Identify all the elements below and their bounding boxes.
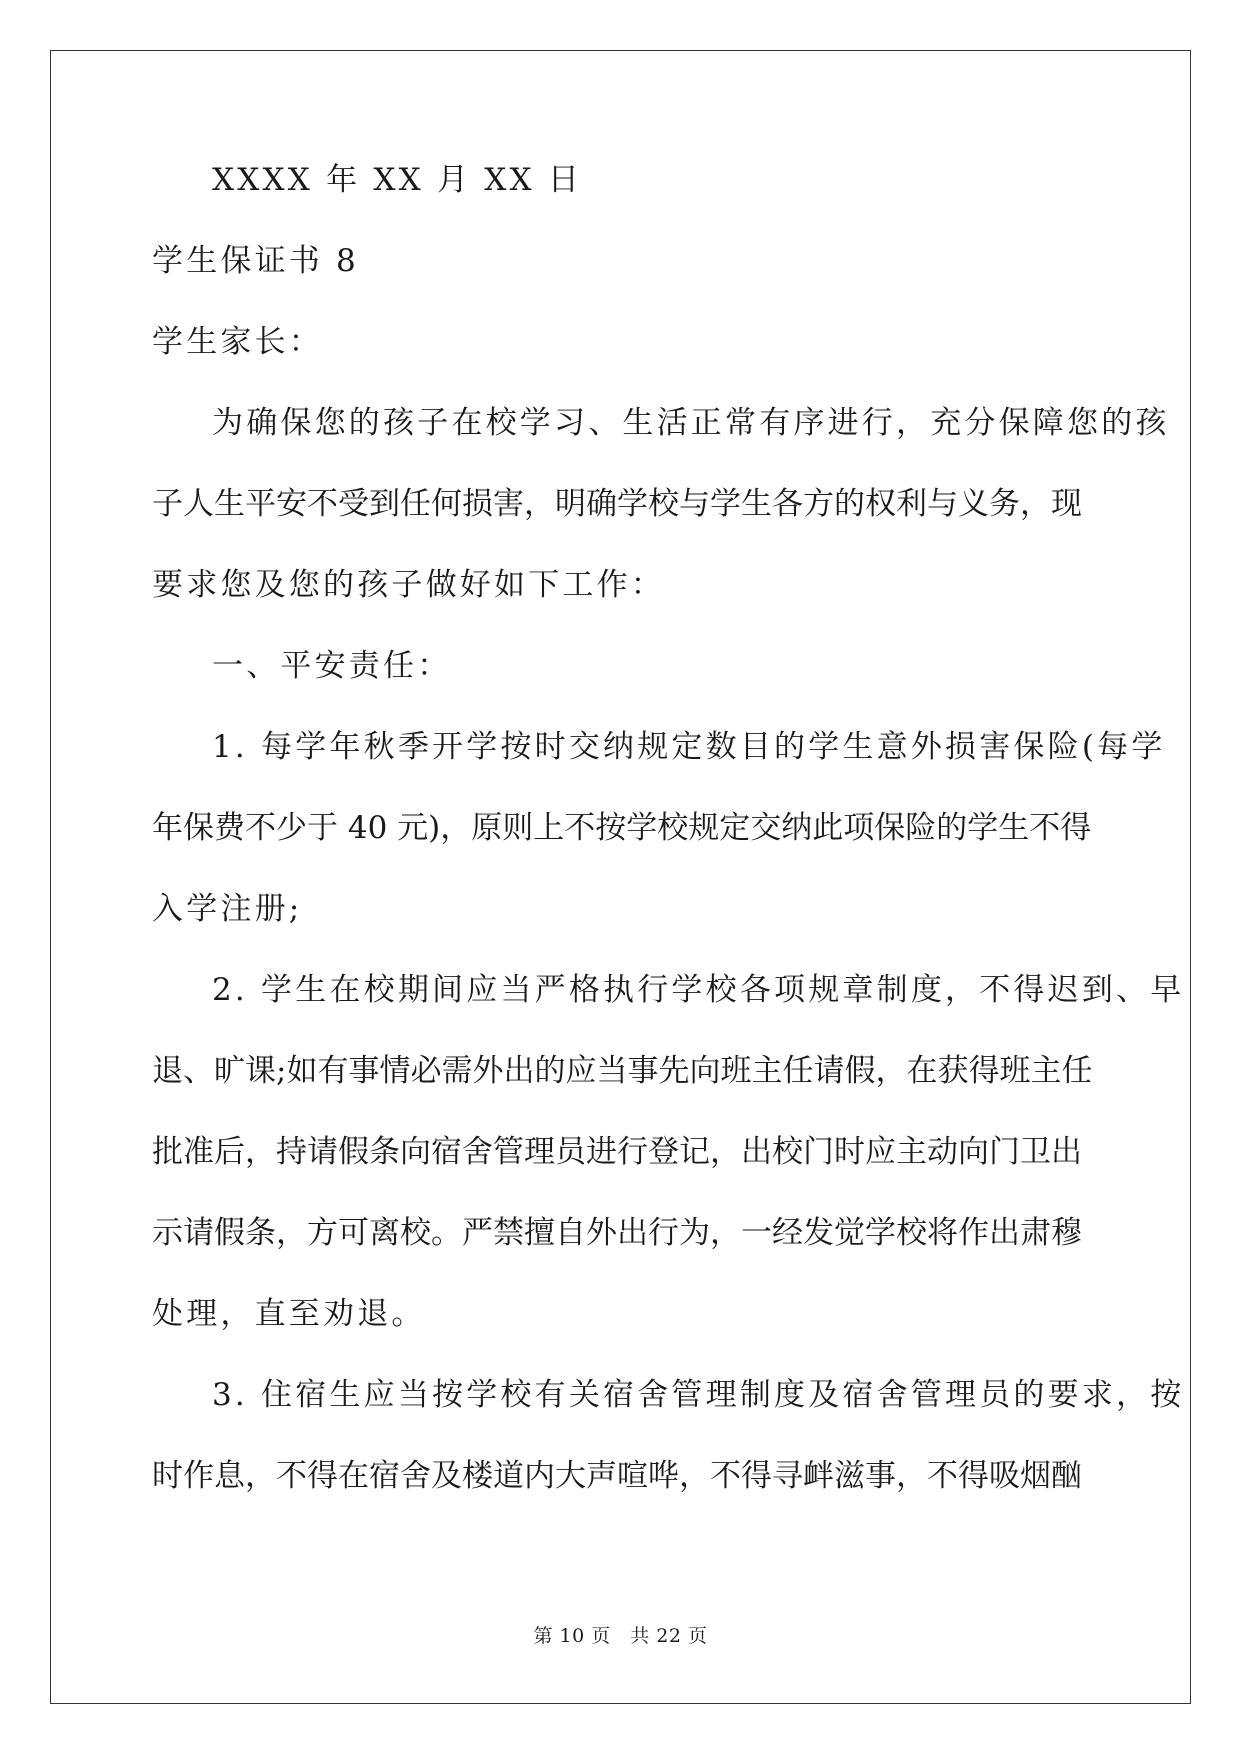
text-line: 示请假条，方可离校。严禁擅自外出行为，一经发觉学校将作出肃穆 bbox=[152, 1215, 1082, 1251]
text-line: 入学注册; bbox=[152, 891, 303, 927]
text-line: 时作息，不得在宿舍及楼道内大声喧哗，不得寻衅滋事，不得吸烟酗 bbox=[152, 1458, 1082, 1494]
text-line: 为确保您的孩子在校学习、生活正常有序进行，充分保障您的孩 bbox=[212, 405, 1170, 441]
heading-safety: 一、平安责任： bbox=[212, 648, 452, 684]
section-title: 学生保证书 8 bbox=[152, 243, 359, 279]
text-line: 批准后，持请假条向宿舍管理员进行登记，出校门时应主动向门卫出 bbox=[152, 1134, 1082, 1170]
date-line: XXXX 年 XX 月 XX 日 bbox=[212, 162, 583, 198]
text-line: 2. 学生在校期间应当严格执行学校各项规章制度，不得迟到、早 bbox=[212, 972, 1185, 1008]
text-line: 3. 住宿生应当按学校有关宿舍管理制度及宿舍管理员的要求，按 bbox=[212, 1377, 1185, 1413]
text-line: 退、旷课;如有事情必需外出的应当事先向班主任请假，在获得班主任 bbox=[152, 1053, 1093, 1089]
text-line: 处理，直至劝退。 bbox=[152, 1296, 426, 1332]
salutation: 学生家长： bbox=[152, 324, 323, 360]
text-line: 要求您及您的孩子做好如下工作： bbox=[152, 567, 665, 603]
text-line: 子人生平安不受到任何损害，明确学校与学生各方的权利与义务，现 bbox=[152, 486, 1082, 522]
text-line: 1. 每学年秋季开学按时交纳规定数目的学生意外损害保险(每学 bbox=[212, 729, 1166, 765]
text-line: 年保费不少于 40 元)，原则上不按学校规定交纳此项保险的学生不得 bbox=[152, 810, 1092, 846]
page-number-footer: 第 10 页 共 22 页 bbox=[533, 1625, 708, 1647]
